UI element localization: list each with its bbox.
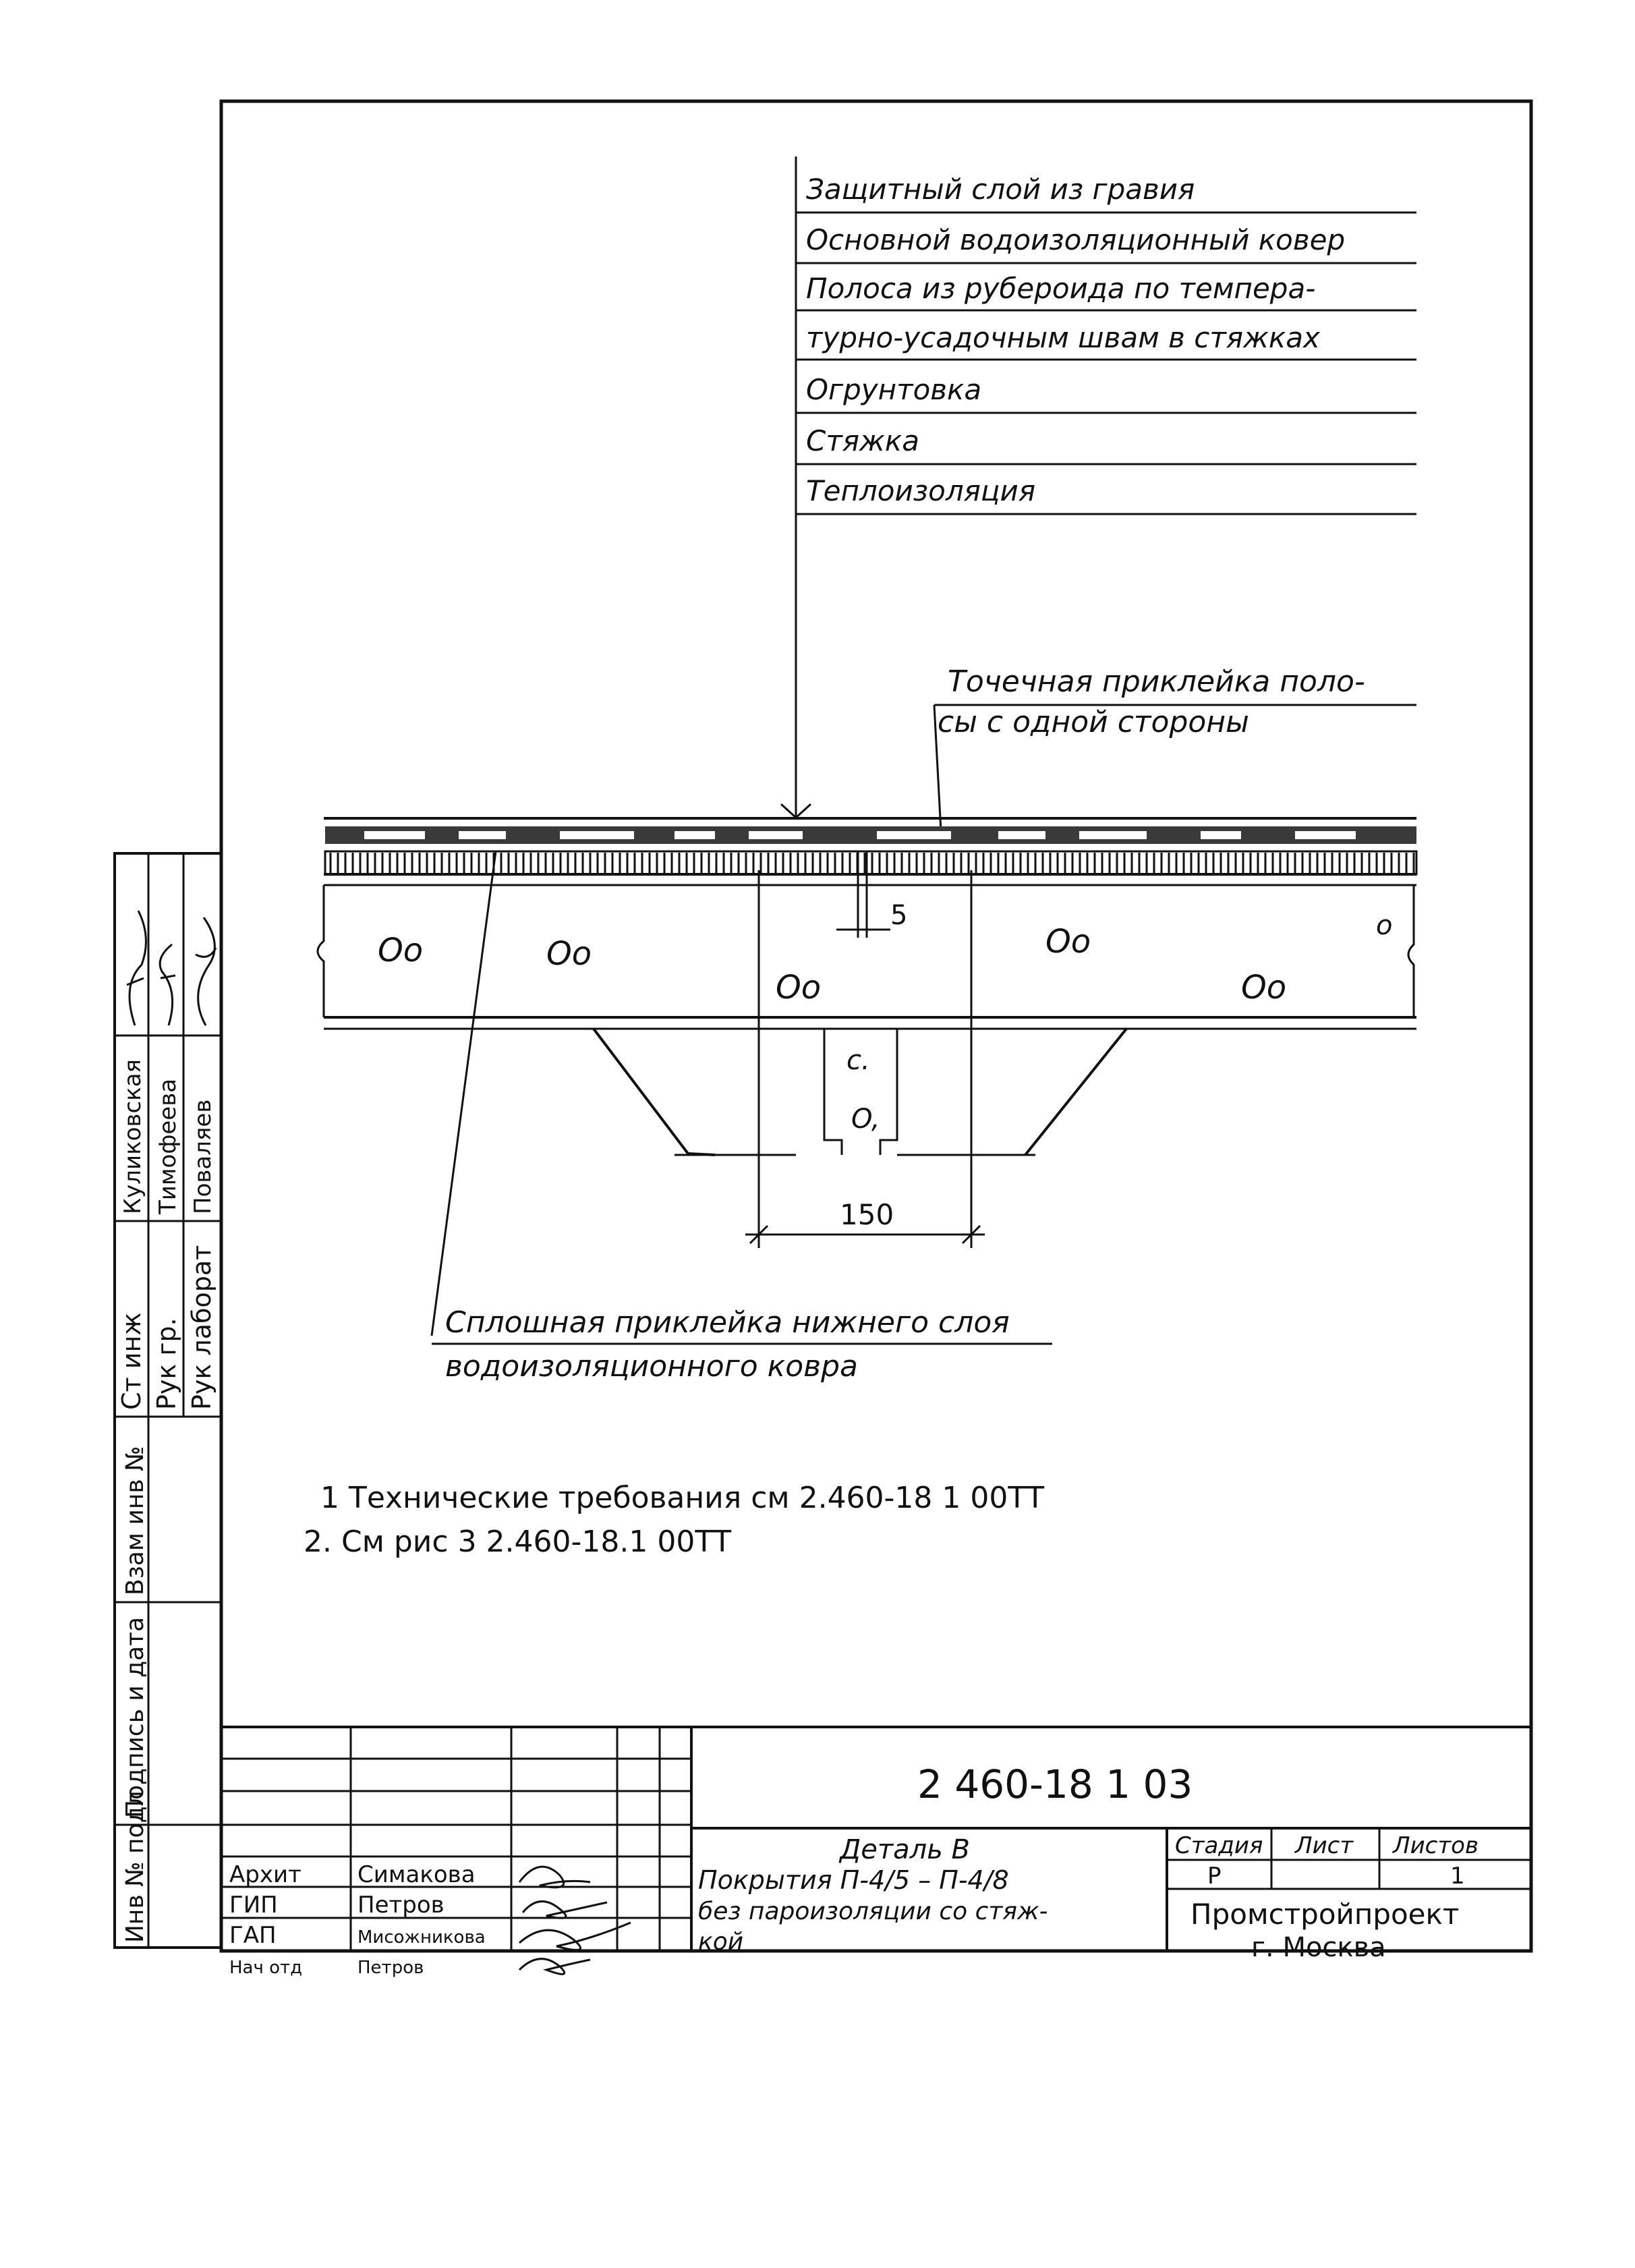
title-line: Покрытия П-4/5 – П-4/8 xyxy=(698,1865,1009,1895)
layer-label: Стяжка xyxy=(806,424,919,457)
gravel-gap xyxy=(560,831,634,839)
title-line: Деталь В xyxy=(840,1834,970,1865)
gravel-gap xyxy=(675,831,715,839)
notes xyxy=(304,1481,1044,1559)
void-mark: Oo xyxy=(1241,969,1287,1007)
gravel-gap xyxy=(364,831,425,839)
title-line: кой xyxy=(698,1928,744,1956)
side-name-label: Поваляев xyxy=(190,1099,217,1214)
side-role-label: Рук гр. xyxy=(152,1317,181,1410)
signer-name: Мисожникова xyxy=(357,1927,486,1948)
gravel-gap xyxy=(1079,831,1147,839)
void-mark: o xyxy=(1376,910,1393,941)
signer-role: Нач отд xyxy=(229,1958,303,1978)
sheets-header: Листов xyxy=(1393,1832,1479,1859)
void-mark: Oo xyxy=(776,969,822,1007)
layer-label: Огрунтовка xyxy=(806,373,982,406)
title-block xyxy=(221,1727,1531,1978)
note-2: 2. См рис 3 2.460-18.1 00ТТ xyxy=(304,1525,732,1559)
rib-width-dimension-value: 150 xyxy=(840,1198,894,1231)
signer-signature xyxy=(519,1867,590,1888)
sheet-header: Лист xyxy=(1295,1832,1354,1859)
side-name-label: Куликовская xyxy=(119,1059,146,1214)
sheets-value: 1 xyxy=(1450,1863,1465,1890)
full-glue-text-line2: водоизоляционного ковра xyxy=(445,1349,858,1384)
gravel-gap xyxy=(877,831,951,839)
signer-name: Петров xyxy=(357,1958,424,1978)
full-glue-text-line1: Сплошная приклейка нижнего слоя xyxy=(445,1305,1010,1340)
layer-label: турно-усадочным швам в стяжках xyxy=(806,321,1320,354)
stage-value: Р xyxy=(1207,1863,1222,1890)
signer-name: Петров xyxy=(357,1892,444,1919)
gravel-gap xyxy=(1295,831,1356,839)
gap-dimension-value: 5 xyxy=(890,900,908,931)
signer-signature xyxy=(523,1902,607,1919)
void-mark: Oo xyxy=(378,932,424,969)
side-role-label: Ст инж xyxy=(117,1312,146,1410)
rib-haunch-left xyxy=(594,1029,715,1155)
layer-label: Защитный слой из гравия xyxy=(806,173,1195,206)
signer-role: ГАП xyxy=(229,1922,277,1949)
void-mark: Oo xyxy=(1045,923,1091,961)
spot-glue-text-line1: Точечная приклейка поло- xyxy=(948,664,1365,699)
spot-glue-callout xyxy=(934,664,1416,831)
side-field-label: Инв № подл xyxy=(121,1790,149,1943)
layer-label: Полоса из рубероида по темпера- xyxy=(806,272,1316,305)
gravel-gap xyxy=(459,831,506,839)
void-mark: Oo xyxy=(546,935,592,973)
title-line: без пароизоляции со стяж- xyxy=(698,1898,1048,1925)
full-glue-leader xyxy=(432,851,496,1336)
signer-role: Архит xyxy=(229,1861,302,1888)
rib-haunch-right xyxy=(1025,1029,1126,1155)
signer-signature xyxy=(519,1959,590,1975)
void-mark: O, xyxy=(851,1104,880,1135)
note-1: 1 Технические требования см 2.460-18 1 00ТТ xyxy=(320,1481,1045,1515)
signer-signature xyxy=(519,1923,631,1950)
insulation-layer-outline xyxy=(325,851,1416,874)
side-field-label: Взам инв № xyxy=(121,1446,149,1595)
side-signature xyxy=(160,944,175,1025)
signer-name: Симакова xyxy=(357,1861,476,1888)
side-signature xyxy=(127,911,146,1025)
roof-cross-section xyxy=(318,818,1416,1248)
layer-label: Теплоизоляция xyxy=(806,474,1036,507)
slab-break-right xyxy=(1408,885,1414,1017)
gravel-gap xyxy=(1201,831,1241,839)
gravel-gap xyxy=(998,831,1045,839)
full-glue-callout xyxy=(432,851,1052,1384)
void-mark: c. xyxy=(847,1045,870,1076)
side-role-label: Рук лаборат xyxy=(187,1245,217,1410)
layer-label: Основной водоизоляционный ковер xyxy=(806,223,1346,256)
organization-city: г. Москва xyxy=(1251,1932,1386,1963)
stage-header: Стадия xyxy=(1175,1832,1263,1859)
signer-role: ГИП xyxy=(229,1892,278,1919)
side-signature xyxy=(196,917,216,1025)
spot-glue-text-line2: сы с одной стороны xyxy=(938,705,1249,739)
organization-name: Промстройпроект xyxy=(1191,1898,1460,1931)
side-approval-stamp xyxy=(115,853,221,1948)
document-code: 2 460-18 1 03 xyxy=(917,1761,1193,1807)
gravel-gap xyxy=(749,831,803,839)
slab-break-left xyxy=(318,885,324,1017)
side-field-label: Подпись и дата xyxy=(121,1616,149,1818)
side-name-label: Тимофеева xyxy=(154,1078,181,1214)
